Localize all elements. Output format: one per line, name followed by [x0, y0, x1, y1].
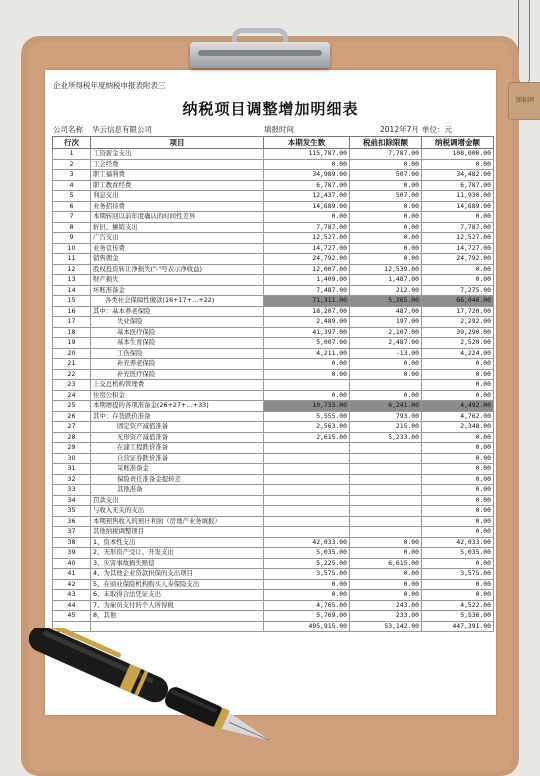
- row-adjust: 0.00: [422, 390, 494, 401]
- row-number: 28: [53, 432, 91, 443]
- row-item: 其他准备: [91, 485, 264, 496]
- fill-time-label: 填报时间: [264, 125, 294, 134]
- table-row: [53, 600, 494, 611]
- row-item: 保险责任准备金提转差: [91, 474, 264, 485]
- table-row: [53, 390, 494, 401]
- row-adjust: 3,575.00: [422, 569, 494, 580]
- fill-time: 2012年7月: [380, 125, 419, 134]
- row-amount: [264, 380, 350, 391]
- row-limit: [350, 516, 422, 527]
- row-item: 2、无形资产受让、开发支出: [91, 548, 264, 559]
- row-limit: 0.00: [350, 369, 422, 380]
- row-item: 在建工程跌价准备: [91, 443, 264, 454]
- row-amount: 0.00: [264, 212, 350, 223]
- row-amount: [264, 474, 350, 485]
- row-number: 13: [53, 275, 91, 286]
- row-adjust: 14,727.00: [422, 243, 494, 254]
- row-adjust: 6,787.00: [422, 180, 494, 191]
- row-amount: [264, 464, 350, 475]
- row-limit: 1,487.00: [350, 275, 422, 286]
- row-amount: 5,769.00: [264, 611, 350, 622]
- table-row: [53, 275, 494, 286]
- table-row: [53, 558, 494, 569]
- row-adjust: 5,035.00: [422, 548, 494, 559]
- company-label: 公司名称: [53, 125, 83, 134]
- row-adjust: 4,492.00: [422, 401, 494, 412]
- row-amount: 41,397.00: [264, 327, 350, 338]
- row-number: 18: [53, 327, 91, 338]
- row-limit: [350, 453, 422, 464]
- row-limit: 487.00: [350, 306, 422, 317]
- row-amount: [264, 453, 350, 464]
- row-amount: 115,787.00: [264, 149, 350, 160]
- table-row: [53, 306, 494, 317]
- table-row: [53, 506, 494, 517]
- table-row: [53, 590, 494, 601]
- row-amount: 71,311.00: [264, 296, 350, 307]
- row-number: 31: [53, 464, 91, 475]
- row-item: 其中：基本养老保险: [91, 306, 264, 317]
- table-row: [53, 485, 494, 496]
- row-amount: [264, 506, 350, 517]
- row-limit: 0.00: [350, 180, 422, 191]
- row-limit: 12,539.00: [350, 264, 422, 275]
- row-item: 无形资产减值准备: [91, 432, 264, 443]
- row-item: 自营证券跌价准备: [91, 453, 264, 464]
- header-adjust: 纳税调增金额: [422, 137, 494, 149]
- row-number: 14: [53, 285, 91, 296]
- row-amount: [264, 443, 350, 454]
- tag-string: [518, 0, 530, 84]
- row-amount: 3,575.00: [264, 569, 350, 580]
- row-limit: 507.00: [350, 191, 422, 202]
- row-adjust: 39,290.00: [422, 327, 494, 338]
- row-number: 10: [53, 243, 91, 254]
- table-row: [53, 453, 494, 464]
- row-number: 45: [53, 611, 91, 622]
- row-adjust: 0.00: [422, 590, 494, 601]
- row-amount: 4,765.00: [264, 600, 350, 611]
- row-amount: 18,207.00: [264, 306, 350, 317]
- row-adjust: 12,527.00: [422, 233, 494, 244]
- row-limit: 197.00: [350, 317, 422, 328]
- table-row: [53, 422, 494, 433]
- row-limit: 793.00: [350, 411, 422, 422]
- table-row: [53, 264, 494, 275]
- row-item: 工伤保险: [91, 348, 264, 359]
- row-adjust: 14,689.00: [422, 201, 494, 212]
- row-adjust: 4,762.00: [422, 411, 494, 422]
- row-item: 基本医疗保险: [91, 327, 264, 338]
- row-item: 5、在商业保险机构购买人寿保险支出: [91, 579, 264, 590]
- row-limit: [350, 474, 422, 485]
- row-adjust: 0.00: [422, 369, 494, 380]
- row-item: 与收入无关的支出: [91, 506, 264, 517]
- row-amount: 42,033.00: [264, 537, 350, 548]
- row-item: 上交总机构管理费: [91, 380, 264, 391]
- row-limit: 212.00: [350, 285, 422, 296]
- tag-label: 图标网: [515, 97, 534, 104]
- row-item: 其他纳税调整项目: [91, 527, 264, 538]
- table-row: [53, 359, 494, 370]
- row-adjust: 0.00: [422, 432, 494, 443]
- row-amount: [264, 527, 350, 538]
- row-adjust: 2,292.00: [422, 317, 494, 328]
- row-item: 4、为其他企业贷款担保的支出项目: [91, 569, 264, 580]
- row-number: 32: [53, 474, 91, 485]
- row-limit: 0.00: [350, 548, 422, 559]
- table-row: [53, 327, 494, 338]
- row-number: 35: [53, 506, 91, 517]
- row-item: 职工福利费: [91, 170, 264, 181]
- row-limit: 7,787.00: [350, 149, 422, 160]
- row-amount: 14,727.00: [264, 243, 350, 254]
- row-number: 21: [53, 359, 91, 370]
- row-amount: 6,787.00: [264, 180, 350, 191]
- table-row: [53, 348, 494, 359]
- row-number: 17: [53, 317, 91, 328]
- row-number: 24: [53, 390, 91, 401]
- table-row: [53, 411, 494, 422]
- row-adjust: 0.00: [422, 443, 494, 454]
- header-item: 项目: [91, 137, 264, 149]
- row-item: 本期预售收入的预计利润（房地产业务填报）: [91, 516, 264, 527]
- row-item: 呆账准备金: [91, 464, 264, 475]
- row-limit: 233.00: [350, 611, 422, 622]
- row-item: 广告支出: [91, 233, 264, 244]
- page-title: 纳税项目调整增加明细表: [182, 100, 359, 118]
- row-limit: [350, 527, 422, 538]
- table-row: [53, 317, 494, 328]
- row-number: 12: [53, 264, 91, 275]
- row-limit: [350, 506, 422, 517]
- table-row: [53, 611, 494, 622]
- table-row: [53, 233, 494, 244]
- row-item: 业务宣传费: [91, 243, 264, 254]
- table-row: [53, 243, 494, 254]
- row-amount: 0.00: [264, 359, 350, 370]
- row-number: 5: [53, 191, 91, 202]
- row-amount: 5,555.00: [264, 411, 350, 422]
- row-amount: 1,409.00: [264, 275, 350, 286]
- table-row: [53, 369, 494, 380]
- row-limit: 0.00: [350, 222, 422, 233]
- row-item: 股权投资转让净损失("-"号表示净收益): [91, 264, 264, 275]
- row-adjust: 4,522.00: [422, 600, 494, 611]
- row-amount: 0.00: [264, 159, 350, 170]
- table-row: [53, 401, 494, 412]
- row-amount: 5,225.00: [264, 558, 350, 569]
- row-adjust: 0.00: [422, 516, 494, 527]
- table-row: [53, 170, 494, 181]
- row-amount: 12,007.00: [264, 264, 350, 275]
- row-limit: 0.00: [350, 537, 422, 548]
- row-amount: [264, 485, 350, 496]
- row-limit: [350, 464, 422, 475]
- row-limit: 0.00: [350, 390, 422, 401]
- row-item: 失业保险: [91, 317, 264, 328]
- row-adjust: 0.00: [422, 453, 494, 464]
- row-adjust: 34,482.00: [422, 170, 494, 181]
- row-number: 25: [53, 401, 91, 412]
- row-adjust: 7,787.00: [422, 222, 494, 233]
- row-limit: 0.00: [350, 212, 422, 223]
- row-amount: 495,915.00: [264, 621, 350, 632]
- row-amount: 7,787.00: [264, 222, 350, 233]
- row-adjust: 17,720.00: [422, 306, 494, 317]
- table-row: [53, 579, 494, 590]
- table-row: [53, 516, 494, 527]
- row-adjust: 2,348.00: [422, 422, 494, 433]
- row-adjust: 0.00: [422, 359, 494, 370]
- row-number: 34: [53, 495, 91, 506]
- header-amount: 本期发生数: [264, 137, 350, 149]
- row-limit: 0.00: [350, 243, 422, 254]
- row-limit: 5,233.00: [350, 432, 422, 443]
- row-amount: 2,615.00: [264, 432, 350, 443]
- row-amount: 5,007.00: [264, 338, 350, 349]
- row-limit: 0.00: [350, 233, 422, 244]
- row-number: 40: [53, 558, 91, 569]
- table-row: [53, 212, 494, 223]
- row-number: 39: [53, 548, 91, 559]
- row-item: 本期转回以前年度确认的时间性差异: [91, 212, 264, 223]
- row-adjust: 42,033.00: [422, 537, 494, 548]
- row-adjust: 0.00: [422, 495, 494, 506]
- row-number: 2: [53, 159, 91, 170]
- company-name: 华云信息有限公司: [92, 125, 152, 134]
- unit-label: 单位：元: [422, 125, 452, 134]
- row-item: 1、资本性支出: [91, 537, 264, 548]
- row-adjust: 0.00: [422, 579, 494, 590]
- row-number: 15: [53, 296, 91, 307]
- row-number: 4: [53, 180, 91, 191]
- row-amount: 0.00: [264, 579, 350, 590]
- row-adjust: 447,391.00: [422, 621, 494, 632]
- row-item: 6、未取得合法凭证支出: [91, 590, 264, 601]
- row-item: 本期增提的各项准备金(26+27+…+33): [91, 401, 264, 412]
- row-adjust: 5,536.00: [422, 611, 494, 622]
- row-limit: [350, 380, 422, 391]
- table-row: [53, 285, 494, 296]
- row-item: 各类社会保障性缴款(16+17+…+22): [91, 296, 264, 307]
- row-item: 职工教育经费: [91, 180, 264, 191]
- row-number: 16: [53, 306, 91, 317]
- table-row: [53, 569, 494, 580]
- row-amount: 24,792.00: [264, 254, 350, 265]
- row-item: 销售佣金: [91, 254, 264, 265]
- row-limit: 507.00: [350, 170, 422, 181]
- row-number: 27: [53, 422, 91, 433]
- row-adjust: 108,000.00: [422, 149, 494, 160]
- row-amount: 0.00: [264, 590, 350, 601]
- row-limit: 215.00: [350, 422, 422, 433]
- row-adjust: 0.00: [422, 212, 494, 223]
- row-amount: 0.00: [264, 369, 350, 380]
- row-amount: 0.00: [264, 390, 350, 401]
- row-number: 42: [53, 579, 91, 590]
- table-row: [53, 338, 494, 349]
- row-number: 7: [53, 212, 91, 223]
- row-number: 11: [53, 254, 91, 265]
- row-adjust: 24,792.00: [422, 254, 494, 265]
- adjustment-table: [52, 136, 494, 632]
- form-subtitle: 企业所得税年度纳税申报表附表三: [53, 81, 166, 90]
- table-row: [53, 149, 494, 160]
- row-item: 工资薪金支出: [91, 149, 264, 160]
- row-limit: 0.00: [350, 579, 422, 590]
- row-amount: 7,487.00: [264, 285, 350, 296]
- table-row: [53, 380, 494, 391]
- row-number: 8: [53, 222, 91, 233]
- table-row: [53, 201, 494, 212]
- row-limit: 0.00: [350, 254, 422, 265]
- row-item: 3、灾害事故损失赔偿: [91, 558, 264, 569]
- row-amount: [264, 516, 350, 527]
- table-row: [53, 159, 494, 170]
- row-number: 1: [53, 149, 91, 160]
- table-row: [53, 254, 494, 265]
- row-number: 23: [53, 380, 91, 391]
- row-limit: 6,241.00: [350, 401, 422, 412]
- table-row: [53, 548, 494, 559]
- row-adjust: 4,224.00: [422, 348, 494, 359]
- row-limit: 0.00: [350, 569, 422, 580]
- row-number: 36: [53, 516, 91, 527]
- row-limit: 243.00: [350, 600, 422, 611]
- hang-tag: [508, 82, 540, 120]
- row-item: 补充养老保险: [91, 359, 264, 370]
- row-limit: -13.00: [350, 348, 422, 359]
- row-number: 38: [53, 537, 91, 548]
- row-adjust: 0.00: [422, 380, 494, 391]
- table-header-row: [53, 137, 494, 149]
- row-amount: 14,689.00: [264, 201, 350, 212]
- row-amount: 2,489.00: [264, 317, 350, 328]
- row-number: 41: [53, 569, 91, 580]
- row-adjust: 2,520.00: [422, 338, 494, 349]
- row-amount: 4,211.00: [264, 348, 350, 359]
- row-item: 坏账准备金: [91, 285, 264, 296]
- row-adjust: 0.00: [422, 159, 494, 170]
- table-row: [53, 527, 494, 538]
- table-row: [53, 222, 494, 233]
- row-limit: [350, 485, 422, 496]
- table-row: [53, 474, 494, 485]
- row-amount: [264, 495, 350, 506]
- row-limit: 0.00: [350, 359, 422, 370]
- row-number: 29: [53, 443, 91, 454]
- row-amount: 10,733.00: [264, 401, 350, 412]
- row-amount: 12,527.00: [264, 233, 350, 244]
- row-limit: 0.00: [350, 201, 422, 212]
- row-number: 9: [53, 233, 91, 244]
- table-row: [53, 537, 494, 548]
- row-number: 22: [53, 369, 91, 380]
- row-adjust: 0.00: [422, 485, 494, 496]
- row-number: 33: [53, 485, 91, 496]
- row-adjust: 0.00: [422, 506, 494, 517]
- table-row: [53, 464, 494, 475]
- row-item: 财产损失: [91, 275, 264, 286]
- row-item: 基本生育保险: [91, 338, 264, 349]
- row-adjust: 66,046.00: [422, 296, 494, 307]
- row-limit: 2,487.00: [350, 338, 422, 349]
- row-limit: 53,142.00: [350, 621, 422, 632]
- row-limit: 5,265.00: [350, 296, 422, 307]
- row-limit: [350, 495, 422, 506]
- header-limit: 税前扣除限额: [350, 137, 422, 149]
- row-amount: 34,989.00: [264, 170, 350, 181]
- row-item: 固定资产减值准备: [91, 422, 264, 433]
- row-item: 7、为雇员支付的个人所得税: [91, 600, 264, 611]
- table-row: [53, 443, 494, 454]
- row-item: 住房公积金: [91, 390, 264, 401]
- row-amount: 5,035.00: [264, 548, 350, 559]
- row-number: 44: [53, 600, 91, 611]
- row-item: 其中：存货跌价准备: [91, 411, 264, 422]
- table-row: [53, 432, 494, 443]
- row-item: 8、其他: [91, 611, 264, 622]
- row-adjust: 0.00: [422, 474, 494, 485]
- row-number: 3: [53, 170, 91, 181]
- row-number: 19: [53, 338, 91, 349]
- table-row: [53, 296, 494, 307]
- row-adjust: 7,275.00: [422, 285, 494, 296]
- row-item: 利息支出: [91, 191, 264, 202]
- row-number: 43: [53, 590, 91, 601]
- row-item: 工会经费: [91, 159, 264, 170]
- row-number: 20: [53, 348, 91, 359]
- row-limit: 2,107.00: [350, 327, 422, 338]
- row-number: 30: [53, 453, 91, 464]
- clip-icon: [190, 28, 330, 68]
- row-adjust: 0.00: [422, 275, 494, 286]
- table-row: [53, 495, 494, 506]
- row-adjust: 0.00: [422, 527, 494, 538]
- row-limit: 0.00: [350, 159, 422, 170]
- row-adjust: 0.00: [422, 558, 494, 569]
- row-item: 补充医疗保险: [91, 369, 264, 380]
- row-limit: 6,615.00: [350, 558, 422, 569]
- fountain-pen-icon: [8, 628, 308, 762]
- table-row: [53, 180, 494, 191]
- header-row-no: 行次: [53, 137, 91, 149]
- row-adjust: 0.00: [422, 464, 494, 475]
- row-item: 折旧、摊销支出: [91, 222, 264, 233]
- row-adjust: 11,930.00: [422, 191, 494, 202]
- row-number: 37: [53, 527, 91, 538]
- row-limit: 0.00: [350, 590, 422, 601]
- row-item: 业务招待费: [91, 201, 264, 212]
- row-amount: 2,563.00: [264, 422, 350, 433]
- row-item: 罚款支出: [91, 495, 264, 506]
- table-row: [53, 191, 494, 202]
- row-number: 26: [53, 411, 91, 422]
- row-adjust: 0.00: [422, 264, 494, 275]
- row-number: 6: [53, 201, 91, 212]
- row-limit: [350, 443, 422, 454]
- row-amount: 12,437.00: [264, 191, 350, 202]
